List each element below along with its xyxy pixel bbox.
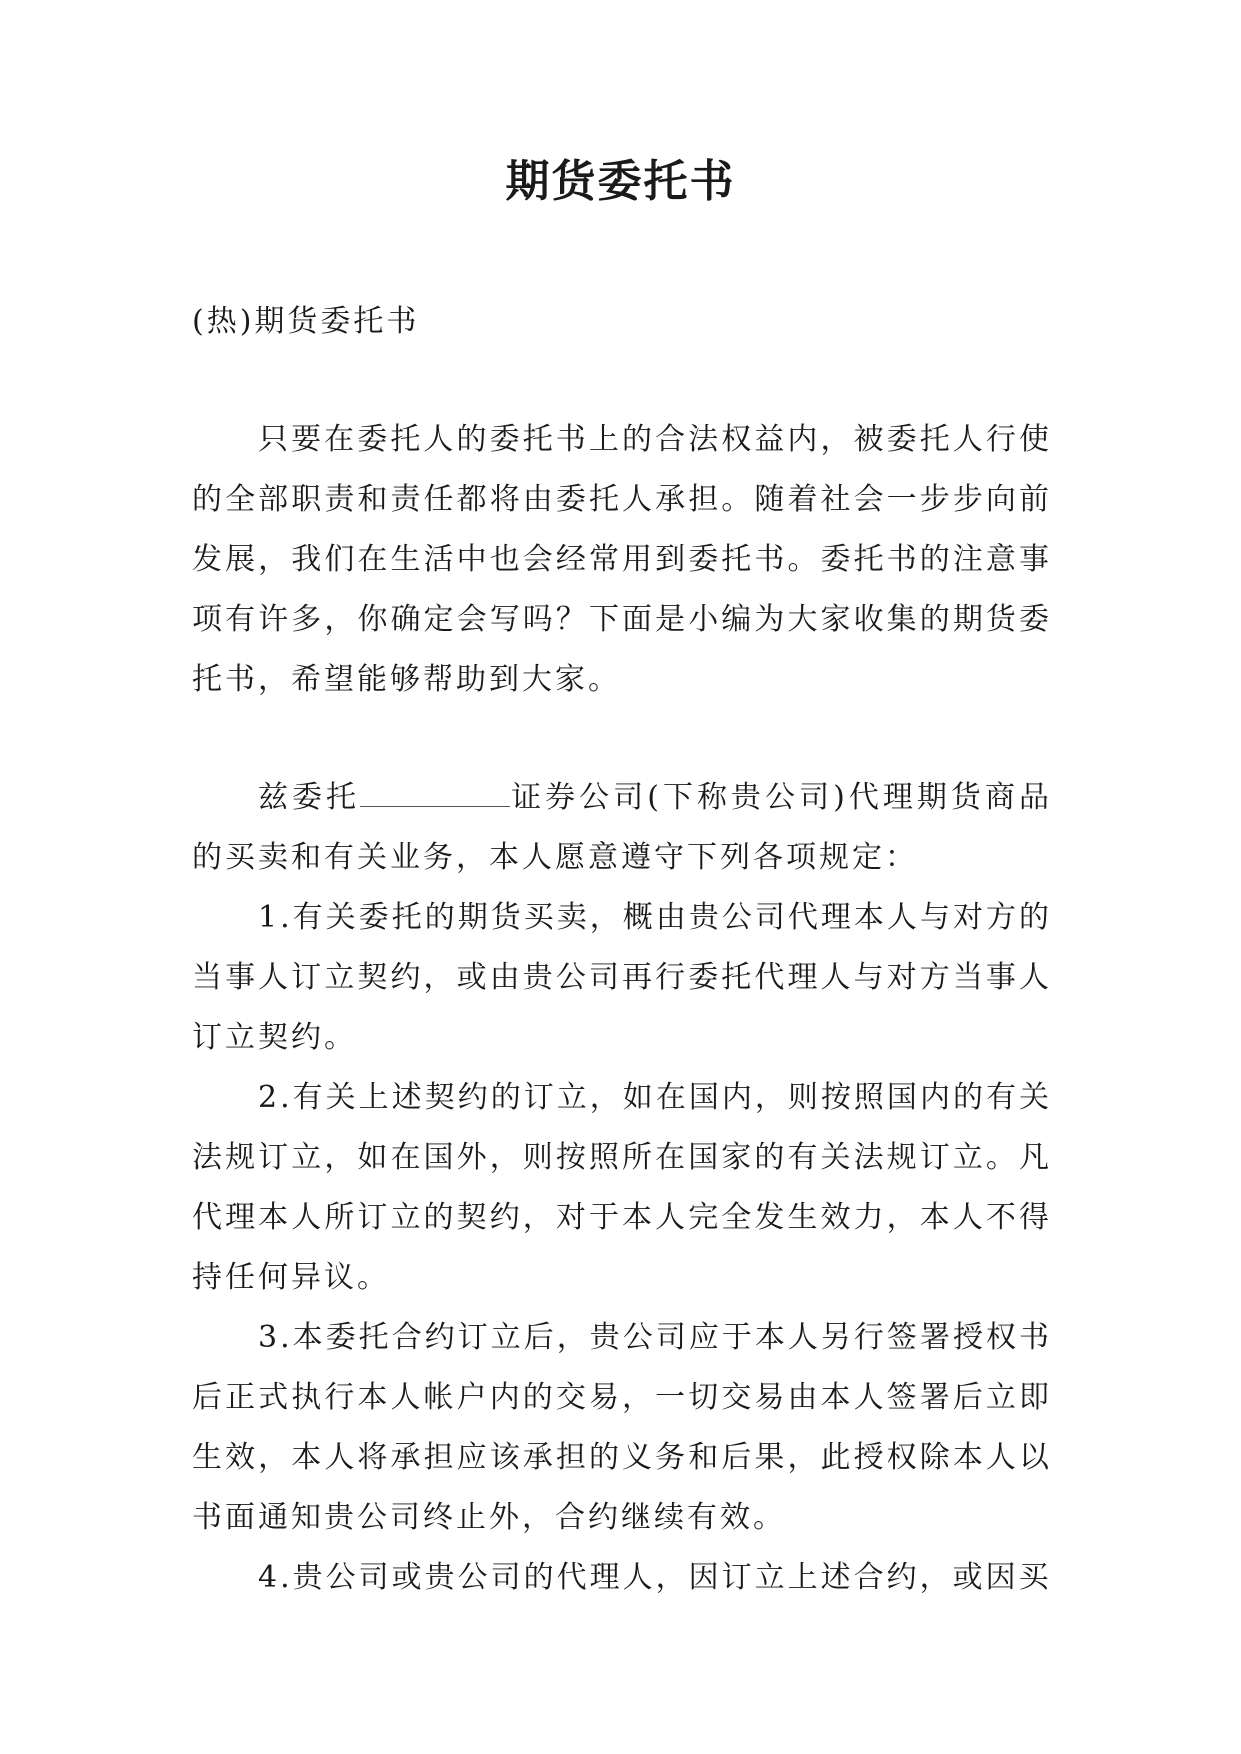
clause-1: 1.有关委托的期货买卖，概由贵公司代理本人与对方的当事人订立契约，或由贵公司再行委托代理人与对方当事人订立契约。 (192, 900, 1052, 1055)
entrust-suffix: 证券公司(下称贵公司)代理期货商品的买卖和有关业务，本人愿意遵守下列各项规定： (192, 780, 1052, 875)
clause-4: 4.贵公司或贵公司的代理人，因订立上述合约，或因买 (258, 1560, 1052, 1595)
document-body (192, 292, 1052, 1608)
entrust-paragraph (192, 768, 1052, 888)
intro-paragraph: 只要在委托人的委托书上的合法权益内，被委托人行使的全部职责和责任都将由委托人承担。随着社会一步步向前发展，我们在生活中也会经常用到委托书。委托书的注意事项有许多，你确定会写吗？下面是小编为大家收集的期货委托书，希望能够帮助到大家。 (192, 422, 1052, 697)
clause-3: 3.本委托合约订立后，贵公司应于本人另行签署授权书后正式执行本人帐户内的交易，一切交易由本人签署后立即生效，本人将承担应该承担的义务和后果，此授权除本人以书面通知贵公司终止外，合约继续有效。 (192, 1320, 1052, 1535)
document-title: 期货委托书 (505, 156, 736, 207)
document-subtitle: (热)期货委托书 (192, 304, 420, 339)
entrust-prefix: 兹委托 (258, 780, 361, 815)
company-name-blank (360, 784, 510, 807)
clause-2: 2.有关上述契约的订立，如在国内，则按照国内的有关法规订立，如在国外，则按照所在国家的有关法规订立。凡代理本人所订立的契约，对于本人完全发生效力，本人不得持任何异议。 (192, 1080, 1052, 1295)
